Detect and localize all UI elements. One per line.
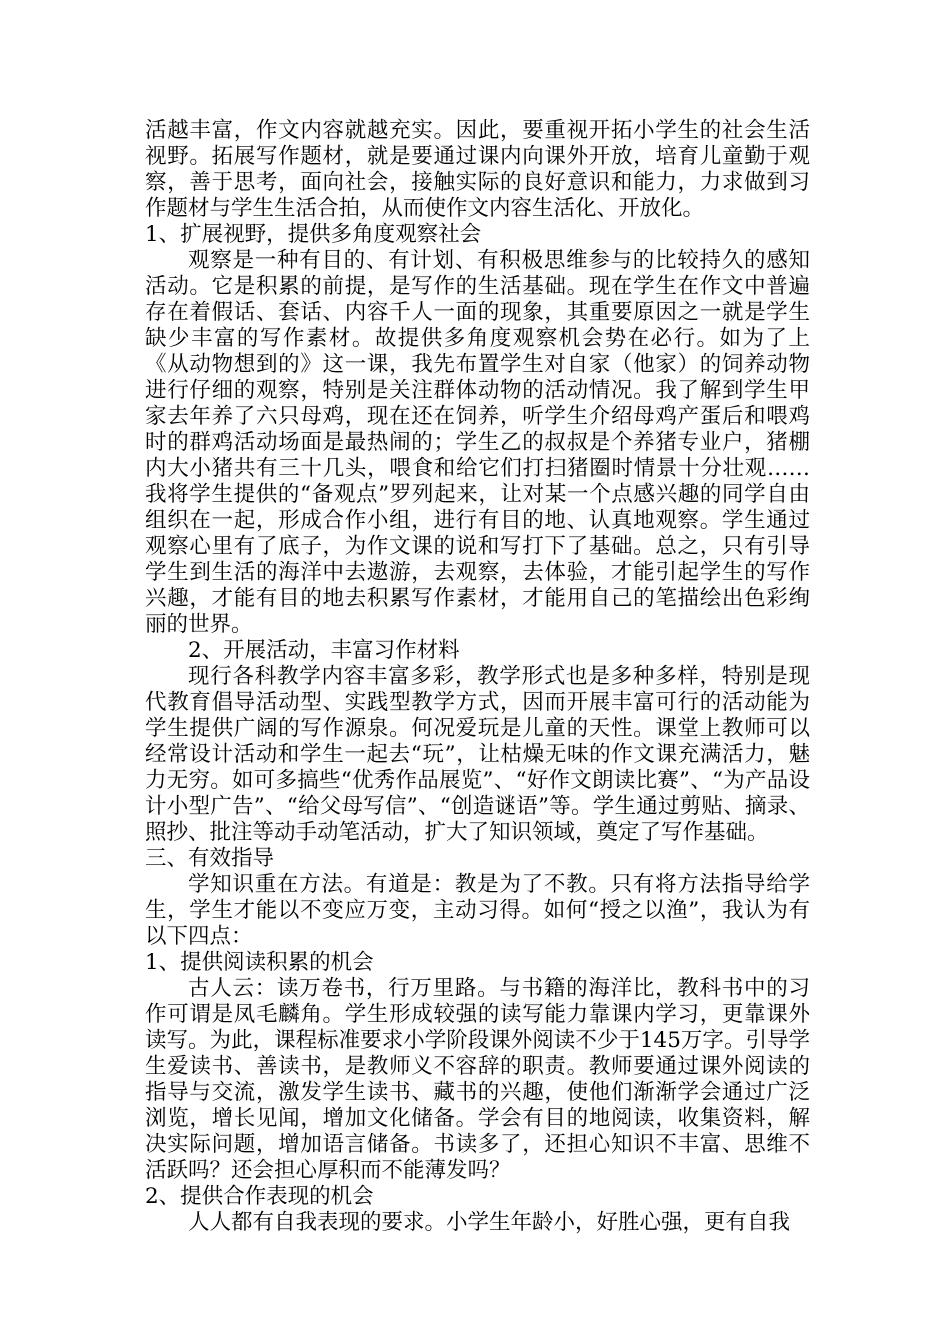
section-heading: 2、提供合作表现的机会 (145, 1184, 374, 1209)
document-page (145, 118, 810, 1236)
paragraph: 现行各科教学内容丰富多彩，教学形式也是多种多样，特别是现代教育倡导活动型、实践型教学方式，因而开展丰富可行的活动能为学生提供广阔的写作源泉。何况爱玩是儿童的天性。课堂上教师可以经常设计活动和学生一起去“玩”，让枯燥无味的作文课充满活力，魅力无穷。如可多搞些“优秀作品展览”、“好作文朗读比赛”、“为产品设计小型广告”、“给父母写信”、“创造谜语”等。学生通过剪贴、摘录、照抄、批注等动手动笔活动，扩大了知识领域，奠定了写作基础。 (145, 664, 810, 845)
section-heading: 三、有效指导 (145, 846, 275, 871)
paragraph: 活越丰富，作文内容就越充实。因此，要重视开拓小学生的社会生活视野。拓展写作题材，就是要通过课内向课外开放，培育儿童勤于观察，善于思考，面向社会，接触实际的良好意识和能力，力求做到习作题材与学生生活合拍，从而使作文内容生活化、开放化。 (145, 118, 810, 221)
paragraph: 古人云：读万卷书，行万里路。与书籍的海洋比，教科书中的习作可谓是凤毛麟角。学生形成较强的读写能力靠课内学习，更靠课外读写。为此，课程标准要求小学阶段课外阅读不少于145万字。引导学生爱读书、善读书，是教师义不容辞的职责。教师要通过课外阅读的指导与交流，激发学生读书、藏书的兴趣，使他们渐渐学会通过广泛浏览，增长见闻，增加文化储备。学会有目的地阅读，收集资料，解决实际问题，增加语言储备。书读多了，还担心知识不丰富、思维不活跃吗？还会担心厚积而不能薄发吗？ (145, 976, 810, 1183)
section-heading: 1、扩展视野，提供多角度观察社会 (145, 222, 482, 247)
section-heading: 2、开展活动，丰富习作材料 (188, 638, 460, 663)
section-heading: 1、提供阅读积累的机会 (145, 950, 374, 975)
paragraph: 学知识重在方法。有道是：教是为了不教。只有将方法指导给学生，学生才能以不变应万变，主动习得。如何“授之以渔”，我认为有以下四点： (145, 872, 810, 949)
paragraph: 观察是一种有目的、有计划、有积极思维参与的比较持久的感知活动。它是积累的前提，是写作的生活基础。现在学生在作文中普遍存在着假话、套话、内容千人一面的现象，其重要原因之一就是学生缺少丰富的写作素材。故提供多角度观察机会势在必行。如为了上《从动物想到的》这一课，我先布置学生对自家（他家）的饲养动物进行仔细的观察，特别是关注群体动物的活动情况。我了解到学生甲家去年养了六只母鸡，现在还在饲养，听学生介绍母鸡产蛋后和喂鸡时的群鸡活动场面是最热闹的；学生乙的叔叔是个养猪专业户，猪棚内大小猪共有三十几头，喂食和给它们打扫猪圈时情景十分壮观……我将学生提供的“备观点”罗列起来，让对某一个点感兴趣的同学自由组织在一起，形成合作小组，进行有目的地、认真地观察。学生通过观察心里有了底子，为作文课的说和写打下了基础。总之，只有引导学生到生活的海洋中去遨游，去观察，去体验，才能引起学生的写作兴趣，才能有目的地去积累写作素材，才能用自己的笔描绘出色彩绚丽的世界。 (145, 248, 810, 637)
paragraph: 人人都有自我表现的要求。小学生年龄小，好胜心强，更有自我 (188, 1210, 791, 1235)
